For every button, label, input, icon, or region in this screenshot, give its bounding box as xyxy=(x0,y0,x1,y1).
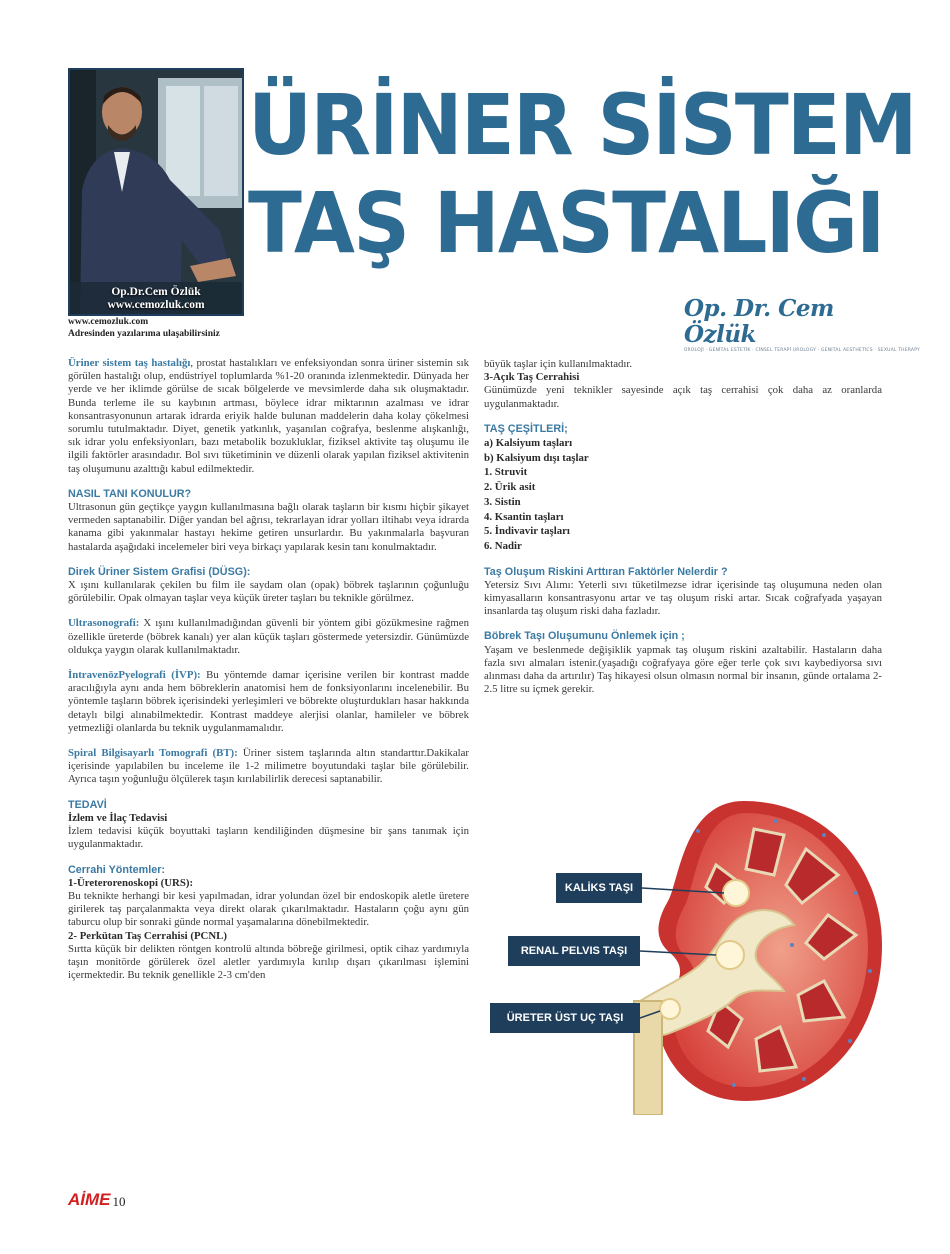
page-footer xyxy=(68,1190,126,1210)
list-item: b) Kalsiyum dışı taşlar xyxy=(484,451,589,464)
right-column xyxy=(484,358,882,708)
list-item: a) Kalsiyum taşları xyxy=(484,437,573,450)
ct-text: Üriner sistem taşlarında altın standarttır.Dakikalar içerisinde yapılabilen bu inceleme ile 1-2 milimetre boyutundaki taşlar bile görülebilir. Ayrıca taşın yoğunluğu ölçülerek taşın kırılabilirlik derecesi saptanabilir. xyxy=(68,747,469,786)
dusg-text: X ışını kullanılarak çekilen bu film ile saydam olan (opak) böbrek taşlarının çoğunluğu görülebilir. Opak olmayan taşlar veya küçük üreter taşları bu teknikle görülmez. xyxy=(68,579,469,605)
risk-heading: Taş Oluşum Riskini Arttıran Faktörler Nelerdir ? xyxy=(484,565,728,578)
page-number: 10 xyxy=(112,1194,126,1209)
kidney-illustration xyxy=(484,795,884,1115)
calyx-stone xyxy=(723,880,749,906)
prevention-heading: Böbrek Taşı Oluşumunu Önlemek için ; xyxy=(484,630,685,643)
list-item: 6. Nadir xyxy=(484,539,522,552)
intro-text: , prostat hastalıkları ve enfeksiyondan sonra üriner sistemin sık görülen hastalığı olup, endüstriyel toplumlarda %1-20 oranında izlenmektedir. Dünyada her yerde ve her iklimde görülse de sıcak bölgelerde ve mevsimlerde daha sık oluşmaktadır. Bunda terleme ile su kaybının artması, böylece idrar miktarının azalması ve idrar konsantrasyonunun artarak idrarda eriyik halde bulunan maddelerin daha kolay çökelmesi sorumlu tutulmaktadır. Diyet, genetik yatkınlık, yaşanılan coğrafya, beslenme alışkanlığı, sık idrar yolu enfeksiyonları, bazı metabolik bozukluklar, fiziksel aktivite taş oluşumu ile ilgili faktörler arasındadır. Bol sıvı tüketiminin ve düzenli olarak yapılan fiziksel aktivitenin taş oluşumunu azalttığı kabul edilmektedir. xyxy=(68,357,469,475)
photo-caption xyxy=(70,286,242,312)
urs-text: Bu teknikte herhangi bir kesi yapılmadan, idrar yolundan özel bir endoskopik aletle üretere girilerek taş parçalanmakta veya direkt olarak çıkarılmaktadır. Hastaların çoğu aynı gün taburcu olup bir sonraki günde normal yaşamalarına dönebilmektedir. xyxy=(68,889,469,929)
dusg-heading: Direk Üriner Sistem Grafisi (DÜSG): xyxy=(68,565,251,578)
ct-paragraph xyxy=(68,747,469,787)
magazine-logo: AİME xyxy=(68,1190,111,1209)
pelvis-stone xyxy=(716,941,744,969)
label-renal-pelvis-stone: RENAL PELVIS TAŞI xyxy=(508,936,640,966)
prevention-text: Yaşam ve beslenmede değişiklik yapmak taş oluşum riskini azaltabilir. Hastaların daha fazla sıvı almaları istenir.(yaşadığı coğrafyaya göre eğer terle çok sıvı kaybediyorsa sıvı alınması daha da artırılır) Taş hikayesi olsun olmasın normal bir insanın, günde ortalama 2-2.5 litre su içmek gerekir. xyxy=(484,643,882,696)
signature-subtitle: ÜROLOJİ · GENİTAL ESTETİK · CİNSEL TERAPİ UROLOGY · GENITAL AESTHETICS · SEXUAL THERAPY xyxy=(684,348,920,353)
contact-website[interactable]: www.cemozluk.com xyxy=(68,317,149,327)
signature-name: Op. Dr. Cem Özlük xyxy=(684,295,834,348)
list-item: 4. Ksantin taşları xyxy=(484,510,564,523)
label-calyx-stone: KALİKS TAŞI xyxy=(556,873,642,903)
treatment-heading: TEDAVİ xyxy=(68,798,107,811)
stone-types-list xyxy=(484,436,882,554)
ct-label: Spiral Bilgisayarlı Tomografi (BT): xyxy=(68,747,238,760)
signature-logo xyxy=(684,295,920,353)
treatment-subheading: İzlem ve İlaç Tedavisi xyxy=(68,811,168,824)
title-line-2: TAŞ HASTALIĞI xyxy=(248,174,884,272)
diagnosis-text: Ultrasonun gün geçtikçe yaygın kullanılmasına bağlı olarak taşların bir kısmı hiçbir şikayet vermeden saptanabilir. Diğer yandan bel ağrısı, tekrarlayan idrar yolları iltihabı veya idrarda kanama gibi yakınmalar hastayı hekime getiren unsurlardır. Bu yakınmalarla başvuran hastalarda aşağıdaki incelemeler biri veya birkaçı yapılarak kesin tanı konulmaktadır. xyxy=(68,501,469,553)
risk-text: Yetersiz Sıvı Alımı: Yeterli sıvı tüketilmezse idrar içerisinde taş oluşumuna neden olan kimyasalların konsantrasyonu artar ve taş oluşum riski artar. Sıcak coğrafyada yaşayan insanlarda taş oluşum riski daha fazladır. xyxy=(484,578,882,618)
list-item: 2. Ürik asit xyxy=(484,481,536,494)
diagnosis-heading: NASIL TANI KONULUR? xyxy=(68,487,192,500)
stone-types-heading: TAŞ ÇEŞİTLERİ; xyxy=(484,422,568,435)
open-surgery-text: Günümüzde yeni teknikler sayesinde açık taş cerrahisi çok daha az oranlarda uygulanmaktadır. xyxy=(484,384,882,410)
list-item: 5. İndivavir taşları xyxy=(484,525,570,538)
title-line-1: ÜRİNER SİSTEM xyxy=(248,76,916,174)
ivp-paragraph xyxy=(68,669,469,735)
usg-paragraph xyxy=(68,617,469,657)
ivp-text: Bu yöntemde damar içerisine verilen bir kontrast madde aracılığıyla aynı anda hem böbreklerin anatomisi hem de fonksiyonlarını incelenebilir. Bu yöntemle taşların böbrek içerisindeki yerleşimleri ve böbrekte oluşturdukları hasar hakkında detaylı bilgi alınabilmektedir. Kontrast maddeye alerjisi olanlar, hamileler ve böbrek yetmezliği olanlarda bu teknik uygulanmamalıdır. xyxy=(68,669,469,734)
usg-label: Ultrasonografi: xyxy=(68,617,140,630)
usg-text: X ışını kullanılmadığından güvenli bir yöntem gibi gözükmesine rağmen özellikle üreterde (böbrek kanalı) yer alan küçük taşları göstermede yetersizdir. Günümüzde oldukça yaygın olarak kullanılmaktadır. xyxy=(68,617,469,656)
pcnl-text: Sırtta küçük bir delikten röntgen kontrolü altında böbreğe girilmesi, optik cihaz yardımıyla taşın monitörde görülerek özel aletler yardımıyla kırılıp dışarı çıkarılması işlemini içermektedir. Bu teknik genellikle 2-3 cm'den xyxy=(68,942,469,982)
author-photo xyxy=(68,68,244,316)
left-column xyxy=(68,357,469,982)
urs-title: 1-Üreterorenoskopi (URS): xyxy=(68,876,194,889)
label-ureter-stone: ÜRETER ÜST UÇ TAŞI xyxy=(490,1003,640,1033)
page-title xyxy=(248,76,916,272)
open-surgery-title: 3-Açık Taş Cerrahisi xyxy=(484,371,580,384)
contact-block xyxy=(68,316,220,340)
surgery-heading: Cerrahi Yöntemler: xyxy=(68,863,166,876)
list-item: 1. Struvit xyxy=(484,466,528,479)
ivp-label: İntravenözPyelografi (İVP): xyxy=(68,669,201,682)
pcnl-title: 2- Perkütan Taş Cerrahisi (PCNL) xyxy=(68,929,227,942)
list-item: 3. Sistin xyxy=(484,495,521,508)
intro-paragraph xyxy=(68,357,469,476)
pcnl-continued: büyük taşlar için kullanılmaktadır. xyxy=(484,358,633,370)
treatment-text: İzlem tedavisi küçük boyuttaki taşların kendiliğinden düşmesine bir şans tanımak için uygulanmaktadır. xyxy=(68,825,469,851)
contact-note: Adresinden yazılarıma ulaşabilirsiniz xyxy=(68,329,220,339)
photo-caption-web: www.cemozluk.com xyxy=(107,299,205,311)
author-portrait-illustration xyxy=(70,70,242,314)
ureter-stone xyxy=(660,999,680,1019)
photo-caption-name: Op.Dr.Cem Özlük xyxy=(111,286,201,298)
intro-lead: Üriner sistem taş hastalığı xyxy=(68,357,191,369)
